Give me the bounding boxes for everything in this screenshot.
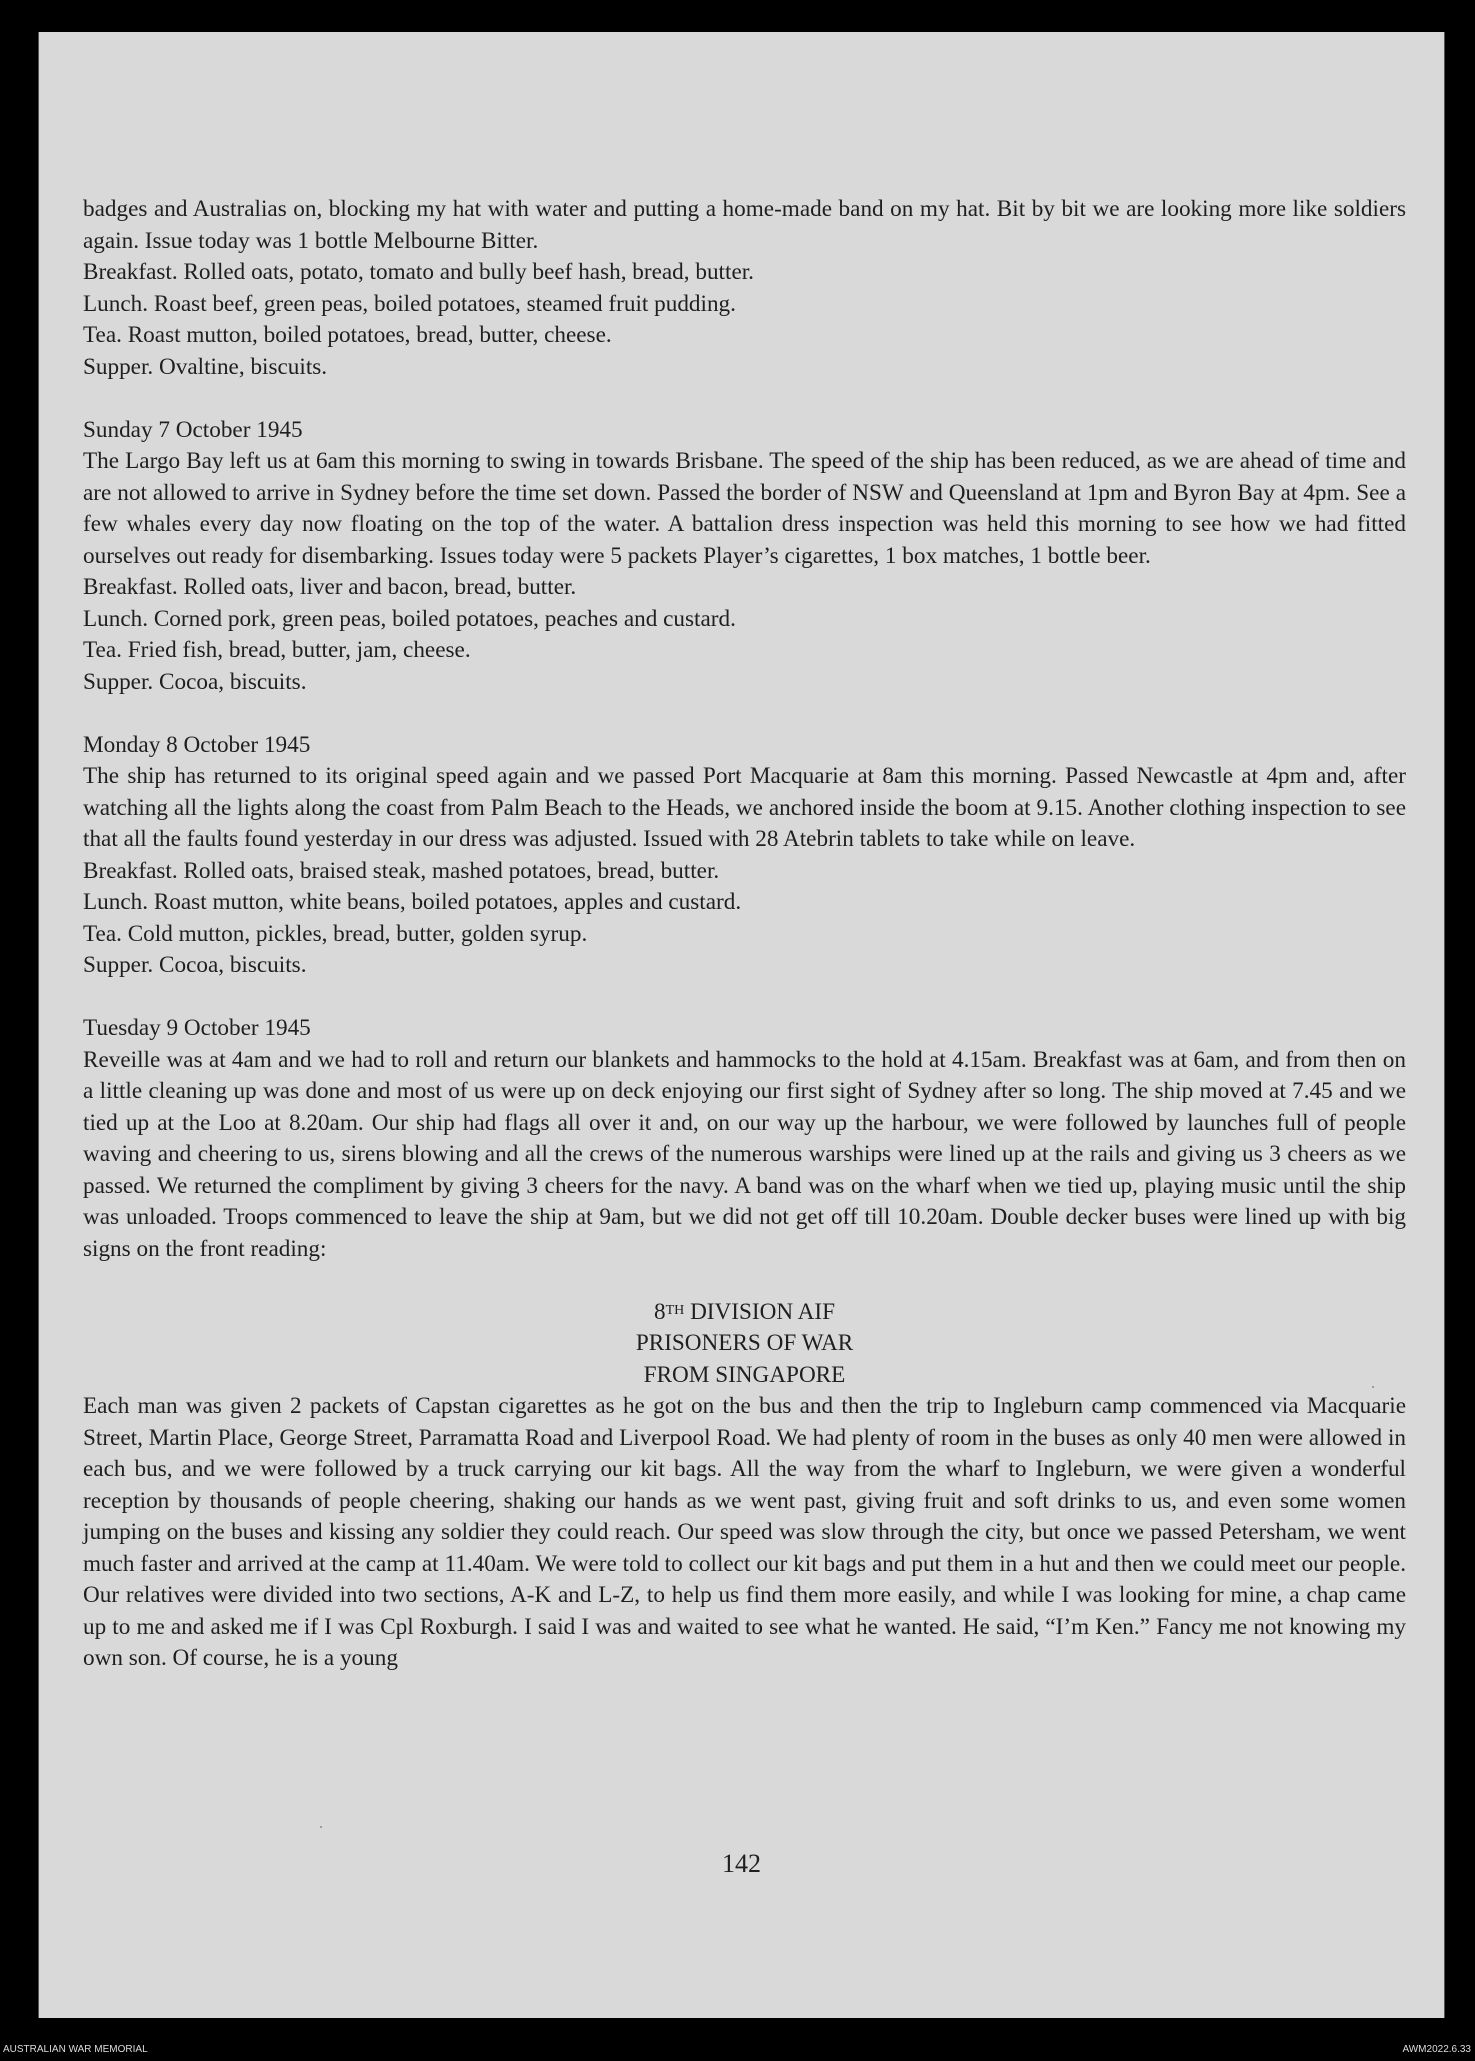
entry-body: The ship has returned to its original speed again and we passed Port Macquarie at 8am this morning. Passed Newcastle at 4pm and, after watching all the lights along the coast from Palm Beach to the Heads, we anchored inside the boom at 9.15. Another clothing inspection to see that all the faults found yesterday in our dress was adjusted. Issued with 28 Atebrin tablets to take while on leave.: [83, 763, 1406, 852]
document-page: [38, 32, 1445, 2018]
scan-speck: [1372, 1386, 1374, 1388]
entry-date: Tuesday 9 October 1945: [83, 1015, 311, 1041]
meal-line: Supper. Cocoa, biscuits.: [83, 668, 307, 695]
meal-line: Tea. Roast mutton, boiled potatoes, bread, butter, cheese.: [83, 322, 612, 348]
meal-line: Supper. Cocoa, biscuits.: [83, 952, 307, 978]
page-number: 142: [722, 1849, 761, 1878]
entry-date: Sunday 7 October 1945: [83, 416, 303, 443]
meal-line: Lunch. Roast beef, green peas, boiled potatoes, steamed fruit pudding.: [83, 290, 736, 317]
footer-institution: AUSTRALIAN WAR MEMORIAL: [3, 2044, 148, 2055]
archive-footer: [0, 2040, 1475, 2061]
entry-body: Reveille was at 4am and we had to roll and return our blankets and hammocks to the hold at 4.15am. Breakfast was at 6am, and from then on a little cleaning up was done and most of us were up on deck enjoying our first sight of Sydney after so long. The ship moved at 7.45 and we tied up at the Loo at 8.20am. Our ship had flags all over it and, on our way up the harbour, we were followed by launches full of people waving and cheering to us, sirens blowing and all the crews of the numerous warships were lined up at the rails and giving us 3 cheers as we passed. We returned the compliment by giving 3 cheers for the navy. A band was on the wharf when we tied up, playing music until the ship was unloaded. Troops commenced to leave the ship at 9am, but we did not get off till 10.20am. Double decker buses were lined up with big signs on the front reading:: [83, 1046, 1406, 1262]
meal-line: Lunch. Roast mutton, white beans, boiled potatoes, apples and custard.: [83, 889, 742, 915]
meal-line: Tea. Cold mutton, pickles, bread, butter, golden syrup.: [83, 920, 588, 947]
sign-line-3: FROM SINGAPORE: [643, 1361, 846, 1388]
meal-line: Tea. Fried fish, bread, butter, jam, cheese.: [83, 637, 471, 663]
page-body: [83, 194, 1406, 1675]
scan-speck: [320, 1826, 322, 1828]
meal-line: Breakfast. Rolled oats, braised steak, mashed potatoes, bread, butter.: [83, 857, 720, 884]
meal-line: Lunch. Corned pork, green peas, boiled potatoes, peaches and custard.: [83, 605, 736, 632]
meal-line: Breakfast. Rolled oats, liver and bacon, bread, butter.: [83, 574, 577, 600]
entry-date: Monday 8 October 1945: [83, 731, 311, 758]
intro-paragraph: badges and Australias on, blocking my hat with water and putting a home-made band on my hat. Bit by bit we are looking more like soldiers again. Issue today was 1 bottle Melbourne Bitter.: [83, 196, 1406, 254]
closing-paragraph: Each man was given 2 packets of Capstan cigarettes as he got on the bus and then the trip to Ingleburn camp commenced via Macquarie Street, Martin Place, George Street, Parramatta Road and Liverpool Road. We had plenty of room in the buses as only 40 men were allowed in each bus, and we were followed by a truck carrying our kit bags. All the way from the wharf to Ingleburn, we were given a wonderful reception by thousands of people cheering, shaking our hands as we went past, giving fruit and soft drinks to us, and even some women jumping on the buses and kissing any soldier they could reach. Our speed was slow through the city, but once we passed Petersham, we went much faster and arrived at the camp at 11.40am. We were told to collect our kit bags and put them in a hut and then we could meet our people. Our relatives were divided into two sections, A-K and L-Z, to help us find them more easily, and while I was looking for mine, a chap came up to me and asked me if I was Cpl Roxburgh. I said I was and waited to see what he wanted. He said, “I’m Ken.” Fancy me not knowing my own son. Of course, he is a young: [83, 1393, 1406, 1671]
footer-reference: AWM2022.6.33: [1402, 2044, 1471, 2055]
meal-line: Breakfast. Rolled oats, potato, tomato and bully beef hash, bread, butter.: [83, 259, 754, 285]
meal-line: Supper. Ovaltine, biscuits.: [83, 353, 328, 380]
sign-line-1: 8TH DIVISION AIF: [654, 1298, 835, 1325]
sign-line-2: PRISONERS OF WAR: [635, 1330, 854, 1356]
entry-body: The Largo Bay left us at 6am this morning to swing in towards Brisbane. The speed of the ship has been reduced, as we are ahead of time and are not allowed to arrive in Sydney before the time set down. Passed the border of NSW and Queensland at 1pm and Byron Bay at 4pm. See a few whales every day now floating on the top of the water. A battalion dress inspection was held this morning to see how we had fitted ourselves out ready for disembarking. Issues today were 5 packets Player’s cigarettes, 1 box matches, 1 bottle beer.: [83, 448, 1406, 569]
